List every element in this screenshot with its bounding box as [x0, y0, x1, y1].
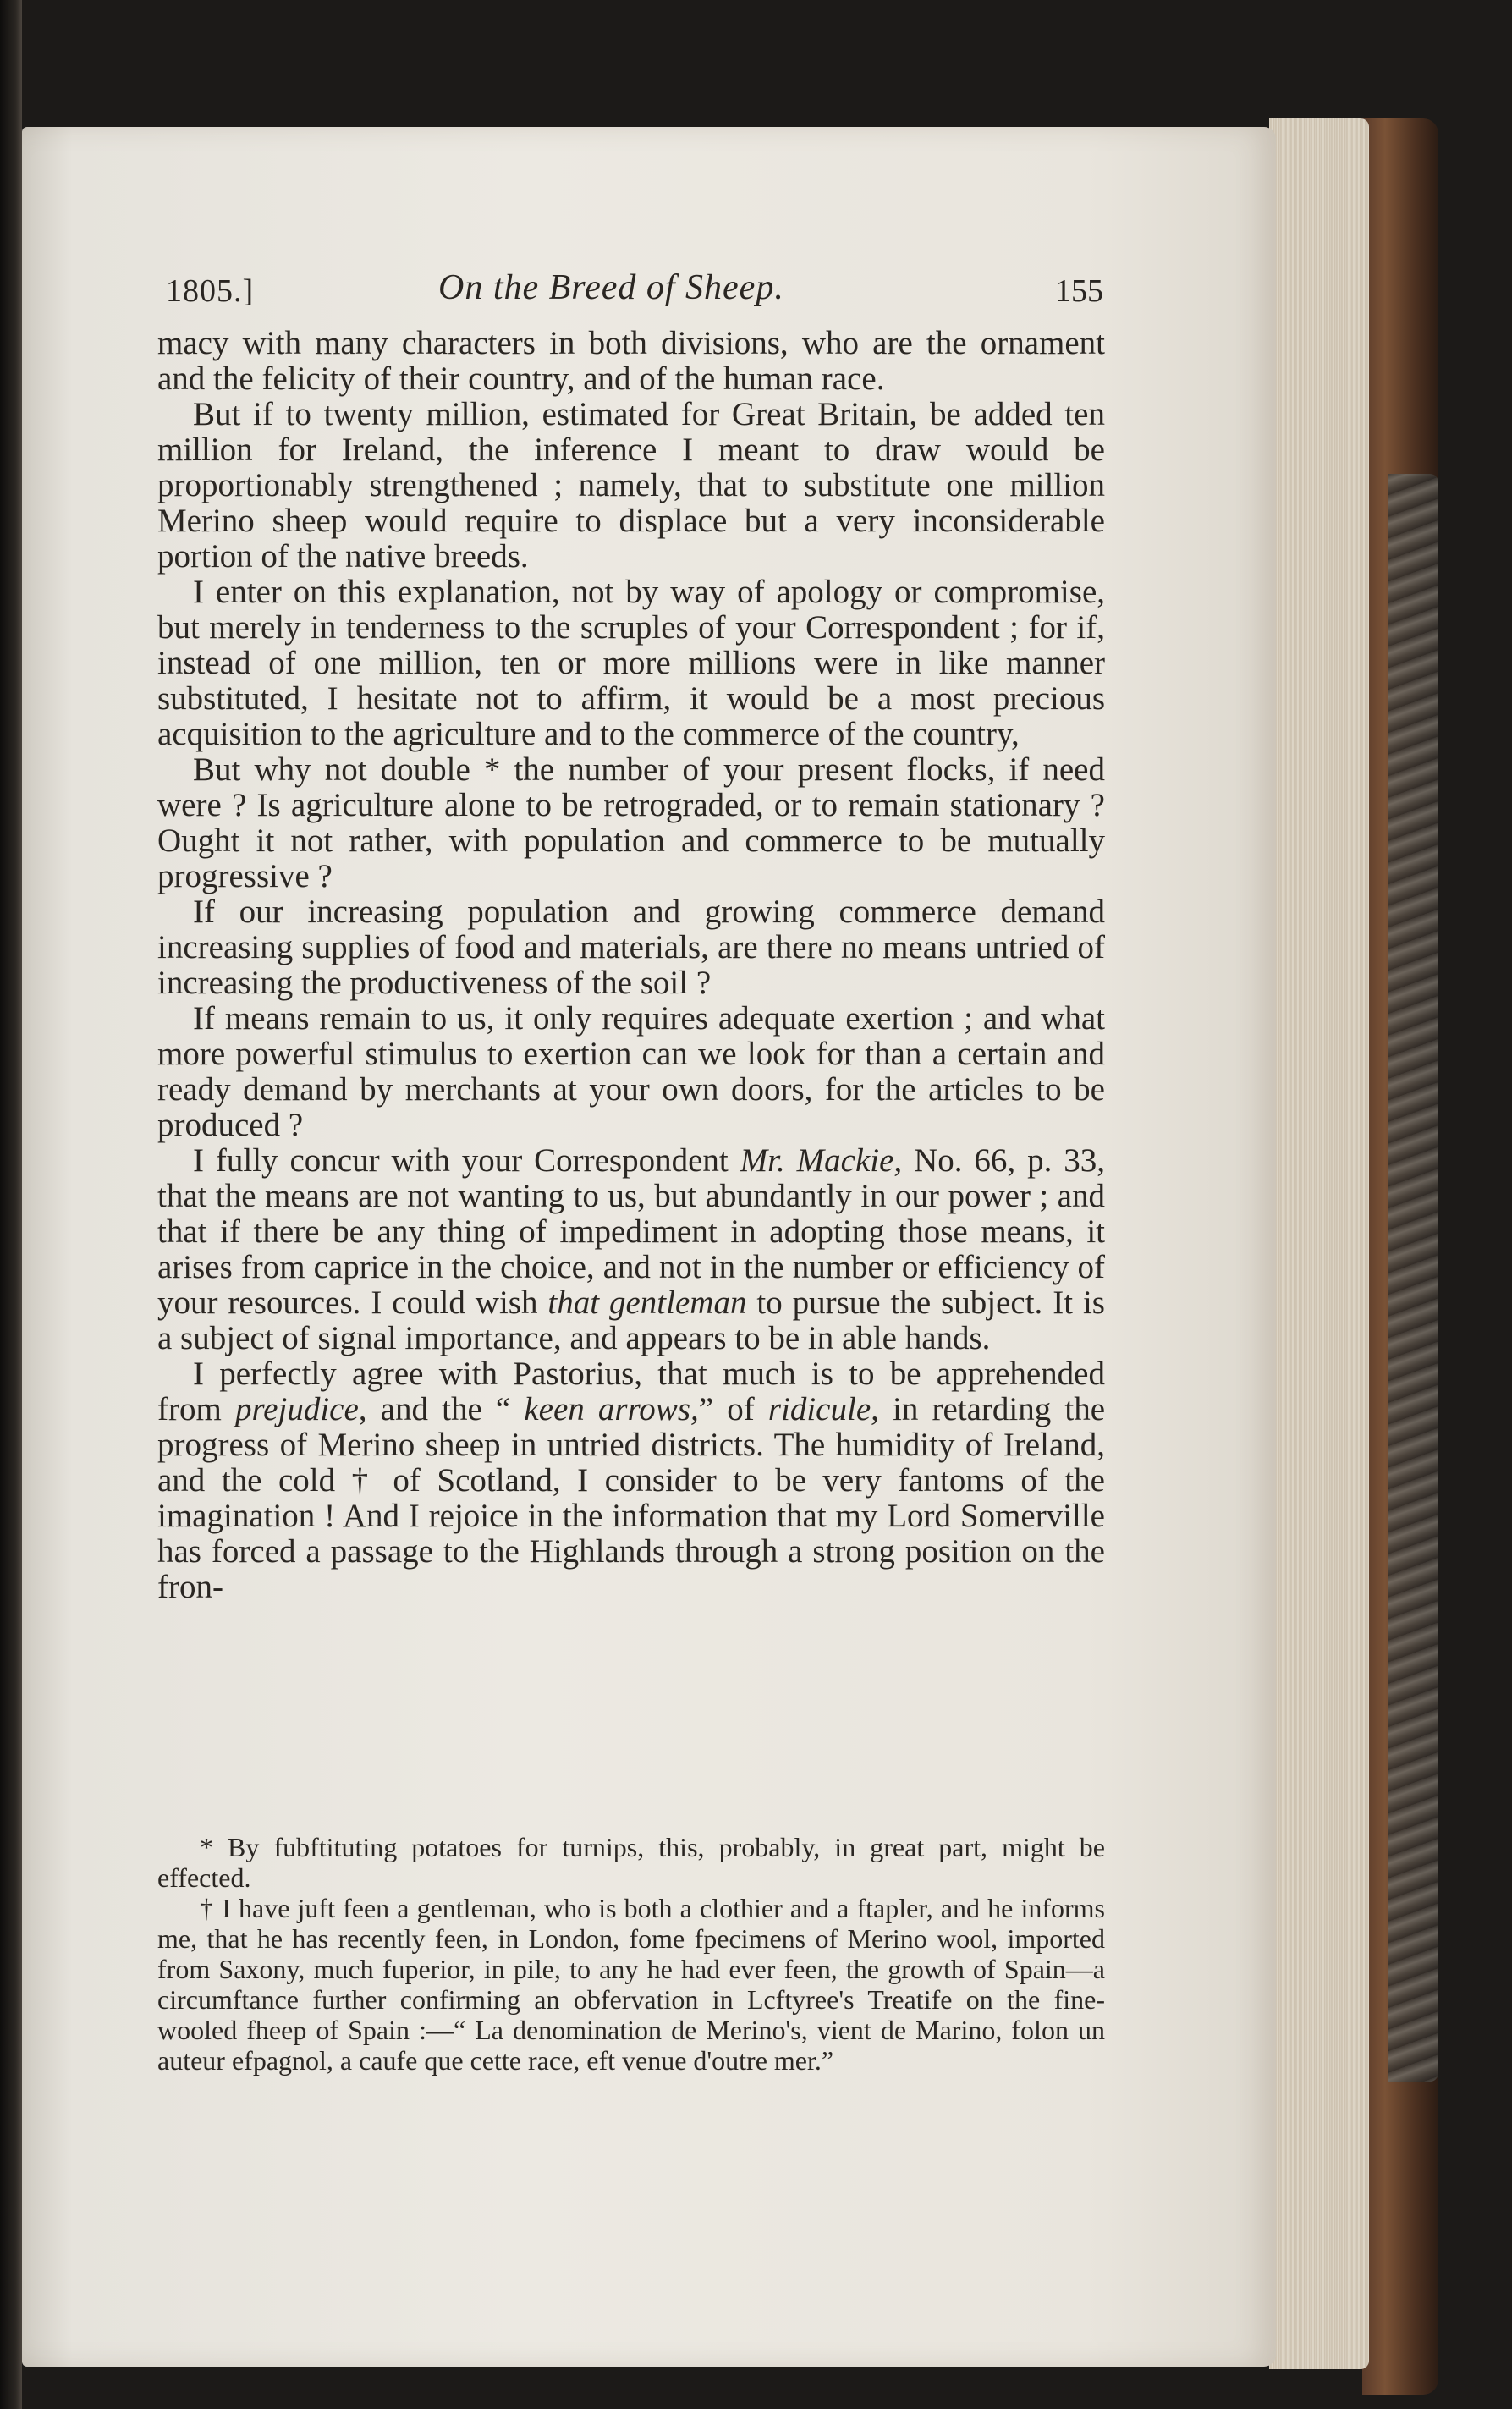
page-number: 155	[1055, 273, 1103, 309]
paragraph-2: But if to twenty million, estimated for Great Britain, be added ten million for Ireland, the inference I meant to draw would be proportionably strengthened ; namely, that to substitute one million Merino sheep would require to displace but a very inconsiderable portion of the native breeds.	[157, 396, 1105, 575]
running-header	[166, 268, 1103, 323]
footnote-1: * By fubftituting potatoes for turnips, this, probably, in great part, might be effected.	[157, 1832, 1105, 1893]
p7-italic-gentleman: that gentleman	[547, 1284, 747, 1321]
p8-italic-ridicule: ridicule,	[767, 1391, 879, 1427]
p7-italic-name: Mr. Mackie,	[740, 1142, 903, 1179]
page-edges	[1269, 118, 1369, 2369]
footnotes	[157, 1832, 1105, 2076]
marbled-endpaper	[1388, 474, 1438, 2082]
p8-text-g: in retarding the progress of Merino sheep in untried districts. The humidity of Ireland, and the cold † of Scotland, I consider to be very fantoms of the imagination ! And I rejoice in the information that my Lord Somerville has forced a passage to the Highlands through a strong position on the fron-	[157, 1391, 1106, 1605]
footnote-2: † I have juft feen a gentleman, who is both a clothier and a ftapler, and he informs me, that he has recently feen, in London, fome fpecimens of Merino wool, imported from Saxony, much fuperior, in pile, to any he had ever feen, the growth of Spain—a circumftance further confirming an obfervation in Lcftyree's Treatife on the fine-wooled fheep of Spain :—“ La denomination de Merino's, vient de Marino, folon un auteur efpagnol, a caufe que cette race, eft venue d'outre mer.”	[157, 1893, 1105, 2076]
paragraph-3: I enter on this explanation, not by way of apology or compromise, but merely in tenderness to the scruples of your Correspondent ; for if, instead of one million, ten or more millions were in like manner substituted, I hesitate not to affirm, it would be a most precious acquisition to the agriculture and to the commerce of the country,	[157, 574, 1105, 752]
paragraph-7	[157, 1143, 1105, 1356]
paragraph-8	[157, 1356, 1105, 1605]
main-text	[157, 326, 1105, 1605]
p7-text-e: to pursue the subject. It is a subject of signal importance, and appears to be in able hands.	[157, 1284, 1105, 1356]
p8-text-c: and the “	[366, 1391, 525, 1427]
paragraph-5: If our increasing population and growing commerce demand increasing supplies of food and materials, are there no means untried of increasing the productiveness of the soil ?	[157, 894, 1105, 1001]
p7-text-c: No. 66, p. 33, that the means are not wanting to us, but abundantly in our power ; and that if there be any thing of impediment in adopting those means, it arises from caprice in the choice, and not in the number or efficiency of your resources. I could wish	[157, 1142, 1105, 1321]
paragraph-1: macy with many characters in both divisions, who are the ornament and the felicity of their country, and of the human race.	[157, 325, 1105, 397]
book-gutter	[0, 0, 22, 2409]
p8-text-a: I perfectly agree with Pastorius, that much is to be apprehended from	[157, 1356, 1105, 1427]
paragraph-4: But why not double * the number of your present flocks, if need were ? Is agriculture alone to be retrograded, or to remain stationary ? Ought it not rather, with population and commerce to be mutually progressive ?	[157, 751, 1105, 894]
p8-italic-keen-arrows: keen arrows,	[524, 1391, 699, 1427]
p7-text-a: I fully concur with your Correspondent	[193, 1142, 740, 1179]
header-year: 1805.]	[166, 273, 255, 309]
paragraph-6: If means remain to us, it only requires adequate exertion ; and what more powerful stimulus to exertion can we look for than a certain and ready demand by merchants at your own doors, for the articles to be produced ?	[157, 1000, 1105, 1143]
p8-text-e: ” of	[698, 1391, 768, 1427]
header-title: On the Breed of Sheep.	[438, 268, 784, 307]
p8-italic-prejudice: prejudice,	[234, 1391, 367, 1427]
